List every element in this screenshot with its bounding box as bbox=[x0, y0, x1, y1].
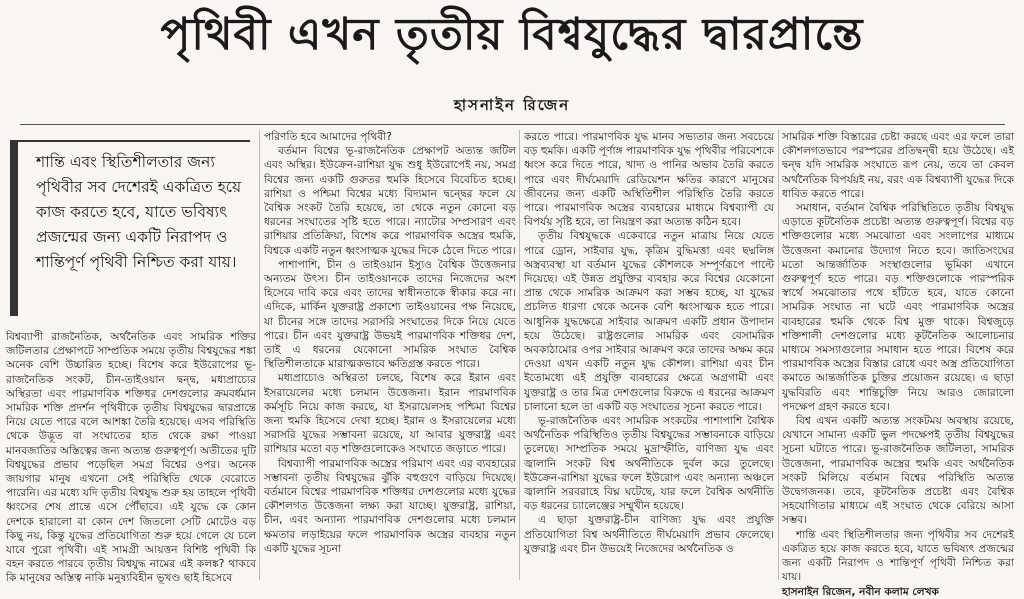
paragraph: পাশাপাশি, চীন ও তাইওয়ান ইস্যুও বৈশ্বিক উত্তেজনার অন্যতম উৎস। চীন তাইওয়ানকে তাদের নিজেদের অংশ হিসেবে দাবি করে এবং তাদের স্বাধীনতাকে স্বীকার করে না। এদিকে, মার্কিন যুক্তরাষ্ট্র প্রকাশ্যে তাইওয়ানের পক্ষ নিয়েছে, যা চীনের সঙ্গে তাদের সরাসরি সংঘাতের দিকে নিয়ে যেতে পারে। চীন এবং যুক্তরাষ্ট্র উভয়ই পারমাণবিক শক্তিধর দেশ, তাই এ ধরনের যেকোনো সামরিক সংঘাত বৈশ্বিক স্থিতিশীলতাকে মারাত্মকভাবে ক্ষতিগ্রস্ত করতে পারে। bbox=[264, 258, 516, 371]
paragraph: বর্তমান বিশ্বের ভূ-রাজনৈতিক প্রেক্ষাপট অত্যন্ত জটিল এবং অস্থির। ইউক্রেন-রাশিয়া যুদ্ধ শুধু ইউরোপেই নয়, সমগ্র বিশ্বের জন্য একটি গুরুতর হুমকি হিসেবে বিবেচিত হচ্ছে। রাশিয়া ও পশ্চিমা বিশ্বের মধ্যে বিদ্যমান দ্বন্দ্বের ফলে যে বৈশ্বিক সংকট তৈরি হয়েছে, তা থেকে নতুন কোনো বড় ধরনের সংঘাতের সৃষ্টি হতে পারে। ন্যাটোর সম্প্রসারণ এবং রাশিয়ার প্রতিক্রিয়া, বিশেষ করে পারমাণবিক অস্ত্রের হুমকি, বিশ্বকে একটি নতুন ধ্বংসাত্মক যুদ্ধের দিকে ঠেলে দিতে পারে। bbox=[264, 145, 516, 257]
paragraph: পরিণতি হবে আমাদের পৃথিবী? bbox=[264, 131, 392, 143]
author-signature: হাসনাইন রিজেন, নবীন কলাম লেখক bbox=[782, 585, 939, 598]
article-column-1 bbox=[6, 330, 256, 585]
paragraph: মধ্যপ্রাচ্যেও অস্থিরতা চলছে, বিশেষ করে ইরান এবং ইসরায়েলের মধ্যে চলমান উত্তেজনা। ইরান পারমাণবিক কর্মসূচি নিয়ে কাজ করছে, যা ইসরায়েলসহ পশ্চিমা বিশ্বের জন্য হুমকি হিসেবে দেখা হচ্ছে। ইরান ও ইসরায়েলের মধ্যে সরাসরি যুদ্ধের সম্ভাবনা রয়েছে, যা আবার যুক্তরাষ্ট্র এবং রাশিয়ার মতো বড় শক্তিগুলোকেও সংঘাতে জড়াতে পারে। bbox=[264, 372, 516, 456]
column-divider bbox=[259, 130, 260, 580]
pull-quote: শান্তি এবং স্থিতিশীলতার জন্য পৃথিবীর সব দেশেরই একত্রিত হয়ে কাজ করতে হবে, যাতে ভবিষ্যৎ প্রজন্মের জন্য একটি নিরাপদ ও শান্তিপূর্ণ পৃথিবী নিশ্চিত করা যায়। bbox=[10, 140, 250, 316]
header-rule bbox=[20, 124, 1005, 125]
paragraph: করতে পারে। পারমাণবিক যুদ্ধ মানব সভ্যতার জন্য সবচেয়ে বড় হুমকি। একটি পূর্ণাঙ্গ পারমাণবিক যুদ্ধ পৃথিবীর পরিবেশকে ধ্বংস করে দিতে পারে, খাদ্য ও পানির অভাব তৈরি করতে পারে এবং দীর্ঘমেয়াদি রেডিয়েশন ক্ষতির কারণে মানুষের জীবনের জন্য একটি অস্থিতিশীল পরিস্থিতি তৈরি করতে পারে। পারমাণবিক অস্ত্রের ব্যবহারের মাধ্যমে বিশ্বব্যাপী যে বিপর্যয় সৃষ্টি হবে, তা নিয়ন্ত্রণ করা অত্যন্ত কঠিন হবে। bbox=[524, 131, 774, 229]
column-divider bbox=[778, 130, 779, 580]
paragraph: বিশ্বব্যাপী রাজনৈতিক, অর্থনৈতিক এবং সামরিক শক্তির জটিলতার প্রেক্ষাপটে সাম্প্রতিক সময়ে তৃতীয় বিশ্বযুদ্ধের শঙ্কা অনেক বেশি উচ্চারিত হচ্ছে। বিশেষ করে ইউরোপের ভূ-রাজনৈতিক সংকট, চীন-তাইওয়ান দ্বন্দ্ব, মধ্যপ্রাচ্যের অস্থিরতা এবং পারমাণবিক শক্তিধর দেশগুলোর ক্রমবর্ধমান সামরিক শক্তি প্রদর্শন পৃথিবীকে তৃতীয় বিশ্বযুদ্ধের দ্বারপ্রান্তে নিয়ে যেতে পারে বলে আশঙ্কা তৈরি হয়েছে। এসব পরিস্থিতি থেকে উদ্ভূত বা সংঘাতের হাত থেকে রক্ষা পাওয়া মানবজাতির অস্তিত্বের জন্য অত্যন্ত গুরুত্বপূর্ণ। অতীতের দুটি বিশ্বযুদ্ধের প্রভাব পড়েছিল সমগ্র বিশ্বের ওপর। অনেক জায়গার মানুষ এখনো সেই পরিস্থিতি থেকে বেরোতে পারেনি। এর মধ্যে যদি তৃতীয় বিশ্বযুদ্ধ শুরু হয় তাহলে পৃথিবী ধ্বংসের শেষ প্রান্তে এসে পৌঁছাবে। এই যুদ্ধে কে কোন দেশকে হারালো বা কোন দেশ জিতলো সেটি মোটেও বড় কিছু নয়, কিন্তু যুদ্ধের প্রতিযোগিতা শুরু হয়ে গেলে যে চলে যাবে পুরো পৃথিবী। এই সামগ্রী আয়ত্তন বিশিষ্ট পৃথিবী কি বহন করতে পারবে তৃতীয় বিশ্বযুদ্ধ নামের এই কলঙ্ক? থাকবে কি মানুষের অস্তিত্ব নাকি মনুষ্যবিহীন ভূখণ্ড ছাই হিসেবে bbox=[6, 331, 256, 585]
paragraph: ভূ-রাজনৈতিক এবং সামরিক সংকটের পাশাপাশি বৈশ্বিক অর্থনৈতিক পরিস্থিতিও তৃতীয় বিশ্বযুদ্ধের সম্ভাবনাকে বাড়িয়ে তুলেছে। সাম্প্রতিক সময়ে মুদ্রাস্ফীতি, বাণিজ্য যুদ্ধ এবং জ্বালানি সংকট বিশ্ব অর্থনীতিকে দুর্বল করে তুলেছে। ইউক্রেন-রাশিয়া যুদ্ধের ফলে ইউরোপ এবং অন্যান্য অঞ্চলে জ্বালানি সরবরাহে বিঘ্ন ঘটেছে, যার ফলে বৈশ্বিক অর্থনীতি বড় ধরনের চ্যালেঞ্জের সম্মুখীন হয়েছে। bbox=[524, 415, 774, 513]
article-column-3 bbox=[524, 130, 774, 578]
paragraph: শান্তি এবং স্থিতিশীলতার জন্য পৃথিবীর সব দেশেরই একত্রিত হয়ে কাজ করতে হবে, যাতে ভবিষ্যৎ প্রজন্মের জন্য একটি নিরাপদ ও শান্তিপূর্ণ পৃথিবী নিশ্চিত করা যায়। bbox=[782, 528, 1014, 584]
column-divider bbox=[519, 130, 520, 580]
paragraph: সমাধান, বর্তমান বৈশ্বিক পরিস্থিতিতে তৃতীয় বিশ্বযুদ্ধ এড়াতে কূটনৈতিক প্রচেষ্টা অত্যন্ত গুরুত্বপূর্ণ। বিশ্বের বড় শক্তিগুলোর মধ্যে সমঝোতা এবং সংলাপের মাধ্যমে উত্তেজনা কমানোর উদ্যোগ নিতে হবে। জাতিসংঘের মতো আন্তর্জাতিক সংস্থাগুলোর ভূমিকা এখানে গুরুত্বপূর্ণ হতে পারে। বড় শক্তিগুলোকে পারস্পরিক স্বার্থে সমঝোতার পথে হাঁটতে হবে, যাতে কোনো সামরিক সংঘাত না ঘটে এবং পারমাণবিক অস্ত্রের ব্যবহারের হুমকি থেকে বিশ্ব মুক্ত থাকে। বিশ্বজুড়ে শক্তিশালী দেশগুলোর মধ্যে কূটনৈতিক আলোচনার মাধ্যমে সমস্যাগুলোর সমাধান হতে পারে। বিশেষ করে পারমাণবিক অস্ত্রের বিস্তার রোধে এবং অস্ত্র প্রতিযোগিতা কমাতে আন্তর্জাতিক চুক্তির প্রয়োজন রয়েছে। এ ছাড়া যুদ্ধবিরতি এবং শান্তিচুক্তি নিয়ে আরও জোরালো পদক্ষেপ গ্রহণ করতে হবে। bbox=[782, 202, 1014, 413]
article-column-4 bbox=[782, 130, 1014, 598]
article-column-2 bbox=[264, 130, 516, 578]
headline: পৃথিবী এখন তৃতীয় বিশ্বযুদ্ধের দ্বারপ্রান্তে bbox=[160, 9, 864, 60]
paragraph: বিশ্ব এখন একটি অত্যন্ত সংকটময় অবস্থায় রয়েছে, যেখানে সামান্য একটি ভুল পদক্ষেপই তৃতীয় বিশ্বযুদ্ধের সূচনা ঘটাতে পারে। ভূ-রাজনৈতিক জটিলতা, সামরিক উত্তেজনা, পারমাণবিক অস্ত্রের হুমকি এবং অর্থনৈতিক সংকট মিলিয়ে বর্তমান বিশ্বের পরিস্থিতি অত্যন্ত উদ্বেগজনক। তবে, কূটনৈতিক প্রচেষ্টা এবং বৈশ্বিক সহযোগিতার মাধ্যমে এই সংঘাত থেকে বেরিয়ে আসা সম্ভব। bbox=[782, 415, 1014, 527]
paragraph: এ ছাড়া যুক্তরাষ্ট্র-চীন বাণিজ্য যুদ্ধ এবং প্রযুক্তি প্রতিযোগিতা বিশ্ব অর্থনীতিতে দীর্ঘমেয়াদি প্রভাব ফেলেছে। যুক্তরাষ্ট্র এবং চীন উভয়েই নিজেদের অর্থনৈতিক ও bbox=[524, 514, 774, 555]
byline: হাসনাইন রিজেন bbox=[453, 96, 571, 114]
paragraph: বিশ্বব্যাপী পারমাণবিক অস্ত্রের পরিমাণ এবং এর ব্যবহারের সম্ভাবনা তৃতীয় বিশ্বযুদ্ধের ঝুঁকি বহুগুণে বাড়িয়ে দিয়েছে। বর্তমানে বিশ্বের পারমাণবিক শক্তিধর দেশগুলোর মধ্যে যুদ্ধের কৌশলগত উত্তেজনা লক্ষ্য করা যাচ্ছে। যুক্তরাষ্ট্র, রাশিয়া, চীন, এবং অন্যান্য পারমাণবিক দেশগুলোর মধ্যে চলমান ক্ষমতার লড়াইয়ের ফলে পারমাণবিক অস্ত্রের ব্যবহার নতুন একটি যুদ্ধের সূচনা bbox=[264, 457, 516, 555]
paragraph: তৃতীয় বিশ্বযুদ্ধকে একেবারে নতুন মাত্রায় নিয়ে যেতে পারে ড্রোন, সাইবার যুদ্ধ, কৃত্রিম বুদ্ধিমত্তা এবং ছদ্মলিঙ্গ অস্ত্রব্যবস্থা যা বর্তমান যুদ্ধের কৌশলকে সম্পূর্ণরূপে পাল্টে দিয়েছে। এই উন্নত প্রযুক্তির ব্যবহার করে বিশ্বের যেকোনো প্রান্ত থেকে সামরিক আক্রমণ করা সম্ভব হচ্ছে, যা যুদ্ধের প্রচলিত ধারণা থেকে অনেক বেশি ধ্বংসাত্মক হতে পারে। আধুনিক যুদ্ধক্ষেত্রে সাইবার আক্রমণ একটি প্রধান উপাদান হয়ে উঠেছে। রাষ্ট্রগুলোর সামরিক এবং বেসামরিক অবকাঠামোর ওপর সাইবার আক্রমণ করে তাদের অক্ষম করে দেওয়া এখন একটি নতুন যুদ্ধ কৌশল। রাশিয়া এবং চীন ইতোমধ্যে এই প্রযুক্তি ব্যবহারের ক্ষেত্রে অগ্রগামী এবং যুক্তরাষ্ট্র ও তার মিত্র দেশগুলোর বিরুদ্ধে এ ধরনের আক্রমণ চালানো হলে তা একটি বড় সংঘাতের সূচনা করতে পারে। bbox=[524, 230, 774, 413]
paragraph: সামরিক শক্তি বিস্তারের চেষ্টা করছে এবং এর ফলে তারা কৌশলগতভাবে পরস্পরের প্রতিদ্বন্দ্বী হয়ে উঠেছে। এই দ্বন্দ্ব যদি সামরিক সংঘাতে রূপ নেয়, তবে তা কেবল অর্থনৈতিক বিপর্যয়ই নয়, বরং এক বিশ্বব্যাপী যুদ্ধের দিকে ধাবিত করতে পারে। bbox=[782, 131, 1014, 200]
